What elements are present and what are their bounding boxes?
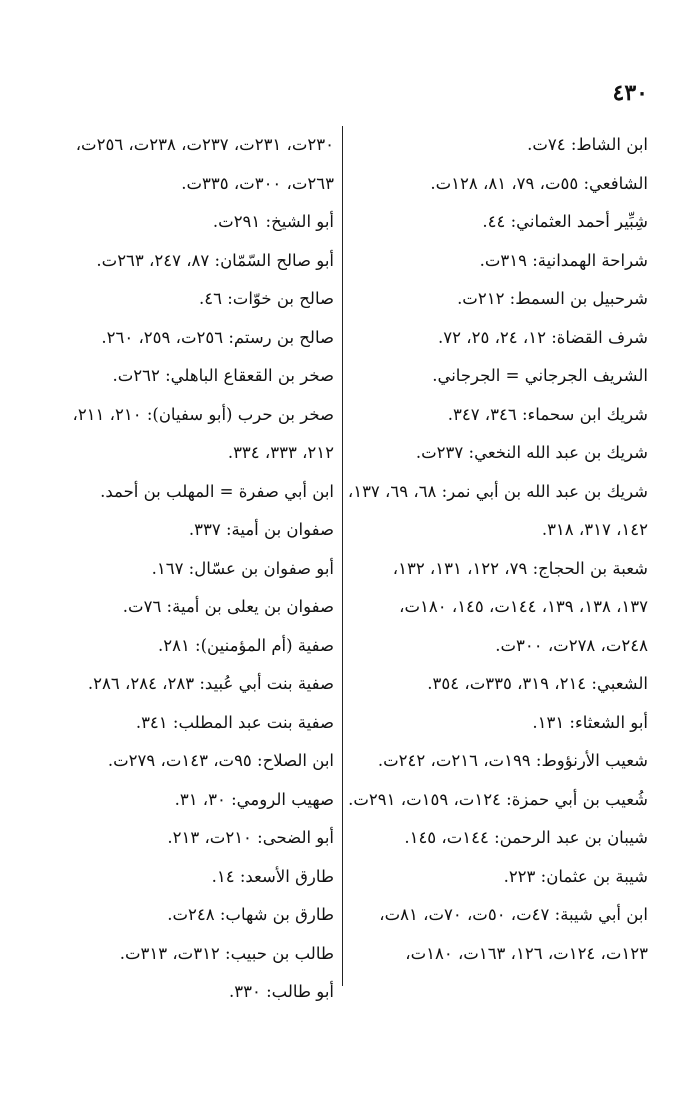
index-entry: أبو الشيخ: ٢٩١ت. <box>212 212 334 231</box>
index-entry: شعيب الأرنؤوط: ١٩٩ت، ٢١٦ت، ٢٤٢ت. <box>377 751 648 770</box>
index-entry: صفوان بن أمية: ٣٣٧. <box>188 520 334 539</box>
index-entry: شيبان بن عبد الرحمن: ١٤٤ت، ١٤٥. <box>404 828 648 847</box>
index-entry: ١٣٧، ١٣٨، ١٣٩، ١٤٤ت، ١٤٥، ١٨٠ت، <box>399 597 648 616</box>
index-entry: ٢٦٣ت، ٣٠٠ت، ٣٣٥ت. <box>181 173 334 193</box>
index-entry: الشعبي: ٢١٤، ٣١٩، ٣٣٥ت، ٣٥٤. <box>427 674 648 693</box>
index-entry: أبو الضحى: ٢١٠ت، ٢١٣. <box>167 828 334 847</box>
index-entry: ابن الشاط: ٧٤ت. <box>527 135 648 154</box>
index-entry: طالب بن حبيب: ٣١٢ت، ٣١٣ت. <box>119 943 334 963</box>
index-entry: شرحبيل بن السمط: ٢١٢ت. <box>457 289 648 308</box>
index-entry: ابن أبي شيبة: ٤٧ت، ٥٠ت، ٧٠ت، ٨١ت، <box>379 905 648 924</box>
index-column-right <box>348 126 648 973</box>
index-entry: شراحة الهمدانية: ٣١٩ت. <box>479 250 648 270</box>
index-entry: شرف القضاة: ١٢، ٢٤، ٢٥، ٧٢. <box>438 327 648 347</box>
index-entry: ١٤٢، ٣١٧، ٣١٨. <box>541 520 648 539</box>
index-entry: أبو صالح السّمّان: ٨٧، ٢٤٧، ٢٦٣ت. <box>96 250 334 270</box>
index-entry: صفية بنت عبد المطلب: ٣٤١. <box>135 712 334 732</box>
index-entry: طارق الأسعد: ١٤. <box>211 866 334 886</box>
index-entry: ابن أبي صفرة = المهلب بن أحمد. <box>100 481 334 501</box>
index-entry: صفوان بن يعلى بن أمية: ٧٦ت. <box>122 597 334 616</box>
index-entry: صخر بن حرب (أبو سفيان): ٢١٠، ٢١١، <box>72 404 334 424</box>
index-entry: شُعيب بن أبي حمزة: ١٢٤ت، ١٥٩ت، ٢٩١ت. <box>348 789 648 809</box>
index-entry: صفية بنت أبي عُبيد: ٢٨٣، ٢٨٤، ٢٨٦. <box>87 674 334 693</box>
index-entry: شريك بن عبد الله بن أبي نمر: ٦٨، ٦٩، ١٣٧، <box>348 481 648 501</box>
index-entry: ١٢٣ت، ١٢٤ت، ١٢٦، ١٦٣ت، ١٨٠ت، <box>405 943 648 963</box>
index-entry: شيبة بن عثمان: ٢٢٣. <box>503 866 648 886</box>
index-entry: صخر بن القعقاع الباهلي: ٢٦٢ت. <box>112 366 334 385</box>
index-entry: صالح بن رستم: ٢٥٦ت، ٢٥٩، ٢٦٠. <box>101 327 334 347</box>
index-entry: طارق بن شهاب: ٢٤٨ت. <box>167 905 334 924</box>
index-entry: شِبِّير أحمد العثماني: ٤٤. <box>482 212 648 231</box>
index-entry: صفية (أم المؤمنين): ٢٨١. <box>157 635 334 655</box>
index-entry: شعبة بن الحجاج: ٧٩، ١٢٢، ١٣١، ١٣٢، <box>392 558 648 578</box>
index-entry: شريك ابن سحماء: ٣٤٦، ٣٤٧. <box>447 404 648 424</box>
page-number: ٤٣٠ <box>612 80 648 106</box>
index-column-left <box>44 126 344 1012</box>
index-entry: شريك بن عبد الله النخعي: ٢٣٧ت. <box>415 443 648 462</box>
index-entry: الشافعي: ٥٥ت، ٧٩، ٨١، ١٢٨ت. <box>430 173 648 193</box>
index-entry: صهيب الرومي: ٣٠، ٣١. <box>174 789 334 809</box>
index-entry: ابن الصلاح: ٩٥ت، ١٤٣ت، ٢٧٩ت. <box>107 751 334 770</box>
index-entry: أبو الشعثاء: ١٣١. <box>532 712 648 732</box>
index-entry: الشريف الجرجاني = الجرجاني. <box>432 366 648 385</box>
index-entry: أبو صفوان بن عسّال: ١٦٧. <box>151 558 334 578</box>
index-entry: أبو طالب: ٣٣٠. <box>229 982 334 1001</box>
index-entry: ٢١٢، ٣٣٣، ٣٣٤. <box>227 443 334 462</box>
index-entry: ٢٣٠ت، ٢٣١ت، ٢٣٧ت، ٢٣٨ت، ٢٥٦ت، <box>75 135 334 154</box>
index-entry: ٢٤٨ت، ٢٧٨ت، ٣٠٠ت. <box>495 635 648 655</box>
index-entry: صالح بن خوّات: ٤٦. <box>199 289 334 308</box>
